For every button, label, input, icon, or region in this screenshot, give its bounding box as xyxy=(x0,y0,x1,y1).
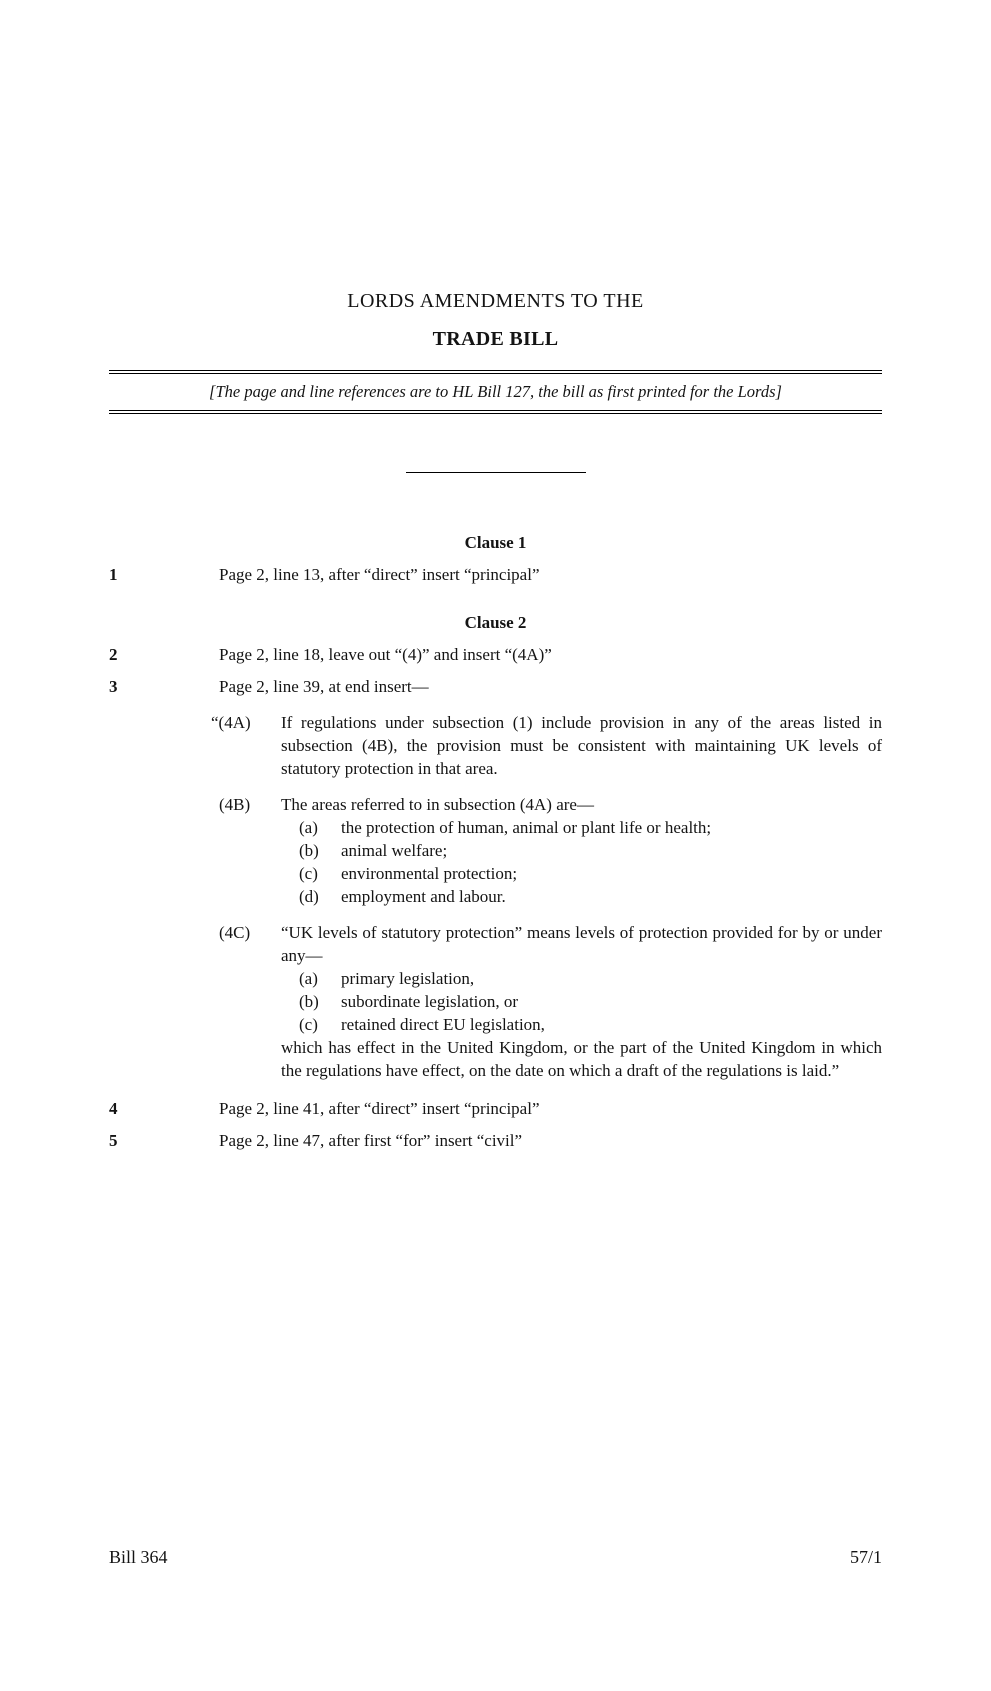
subsection-4A-text: If regulations under subsection (1) include provision in any of the areas listed in subsection (4B), the provision must be consistent with maintaining UK levels of statutory protection in that area. xyxy=(281,713,882,778)
amendment-4 xyxy=(0,1097,991,1120)
list-item-label: (d) xyxy=(299,887,319,906)
list-item-4C-c xyxy=(299,1013,882,1036)
amendment-1-text: Page 2, line 13, after “direct” insert “principal” xyxy=(219,565,540,584)
subsection-4B-label: (4B) xyxy=(219,795,251,814)
list-item-label: (c) xyxy=(299,1015,318,1034)
amendment-5-number: 5 xyxy=(109,1131,118,1150)
page-footer xyxy=(109,1546,882,1569)
list-item-4B-d xyxy=(299,885,882,908)
list-item-text: the protection of human, animal or plant life or health; xyxy=(341,818,712,837)
amendment-2-text: Page 2, line 18, leave out “(4)” and insert “(4A)” xyxy=(219,645,552,664)
page-reference: 57/1 xyxy=(849,1547,882,1567)
amendment-3-lead-in: Page 2, line 39, at end insert— xyxy=(219,677,429,696)
amendment-4-number: 4 xyxy=(109,1099,118,1118)
list-item-text: environmental protection; xyxy=(341,864,518,883)
amendment-5-text: Page 2, line 47, after first “for” insert “civil” xyxy=(219,1131,523,1150)
list-item-label: (a) xyxy=(299,818,318,837)
reference-note-box xyxy=(109,370,882,414)
amendment-2-number: 2 xyxy=(109,645,118,664)
amendment-3-number: 3 xyxy=(109,677,118,696)
list-item-4C-a xyxy=(299,967,882,990)
list-item-4C-b xyxy=(299,990,882,1013)
document-title: LORDS AMENDMENTS TO THE xyxy=(347,290,644,312)
list-item-label: (b) xyxy=(299,992,319,1011)
amendment-5 xyxy=(0,1129,991,1152)
list-item-text: subordinate legislation, or xyxy=(341,992,519,1011)
clause-1-heading: Clause 1 xyxy=(464,533,527,552)
list-item-4B-c xyxy=(299,862,882,885)
list-item-text: retained direct EU legislation, xyxy=(341,1015,545,1034)
amendment-3-body xyxy=(211,675,882,1082)
list-item-label: (c) xyxy=(299,864,318,883)
amendment-3 xyxy=(0,675,991,1082)
subsection-4C-label: (4C) xyxy=(219,923,251,942)
list-item-text: animal welfare; xyxy=(341,841,448,860)
list-item-label: (a) xyxy=(299,969,318,988)
amendment-2 xyxy=(0,643,991,666)
list-item-4B-b xyxy=(299,839,882,862)
bill-number: Bill 364 xyxy=(109,1547,168,1567)
subsection-4B-intro: The areas referred to in subsection (4A) are— xyxy=(281,795,594,814)
list-item-label: (b) xyxy=(299,841,319,860)
clause-2-heading: Clause 2 xyxy=(464,613,527,632)
amendment-1-number: 1 xyxy=(109,565,118,584)
bill-name: TRADE BILL xyxy=(432,328,559,350)
subsection-4C-continuation: which has effect in the United Kingdom, or the part of the United Kingdom in which the regulations have effect, on the date on which a draft of the regulations is laid.” xyxy=(281,1038,882,1080)
subsection-4C xyxy=(219,921,882,1082)
list-item-text: employment and labour. xyxy=(341,887,506,906)
subsection-4B-content xyxy=(281,793,882,908)
bill-document-page xyxy=(0,288,991,1691)
amendment-4-text: Page 2, line 41, after “direct” insert “principal” xyxy=(219,1099,540,1118)
reference-note: [The page and line references are to HL Bill 127, the bill as first printed for the Lords] xyxy=(209,382,782,401)
subsection-4B xyxy=(219,793,882,908)
subsection-4A xyxy=(211,711,882,780)
subsection-4A-label: “(4A) xyxy=(211,713,251,732)
list-item-text: primary legislation, xyxy=(341,969,475,988)
list-item-4B-a xyxy=(299,816,882,839)
subsection-4C-content xyxy=(281,921,882,1082)
subsection-4C-intro: “UK levels of statutory protection” means levels of protection provided for by or under any— xyxy=(281,923,882,965)
amendment-1 xyxy=(0,563,991,586)
section-divider-rule xyxy=(406,472,586,473)
